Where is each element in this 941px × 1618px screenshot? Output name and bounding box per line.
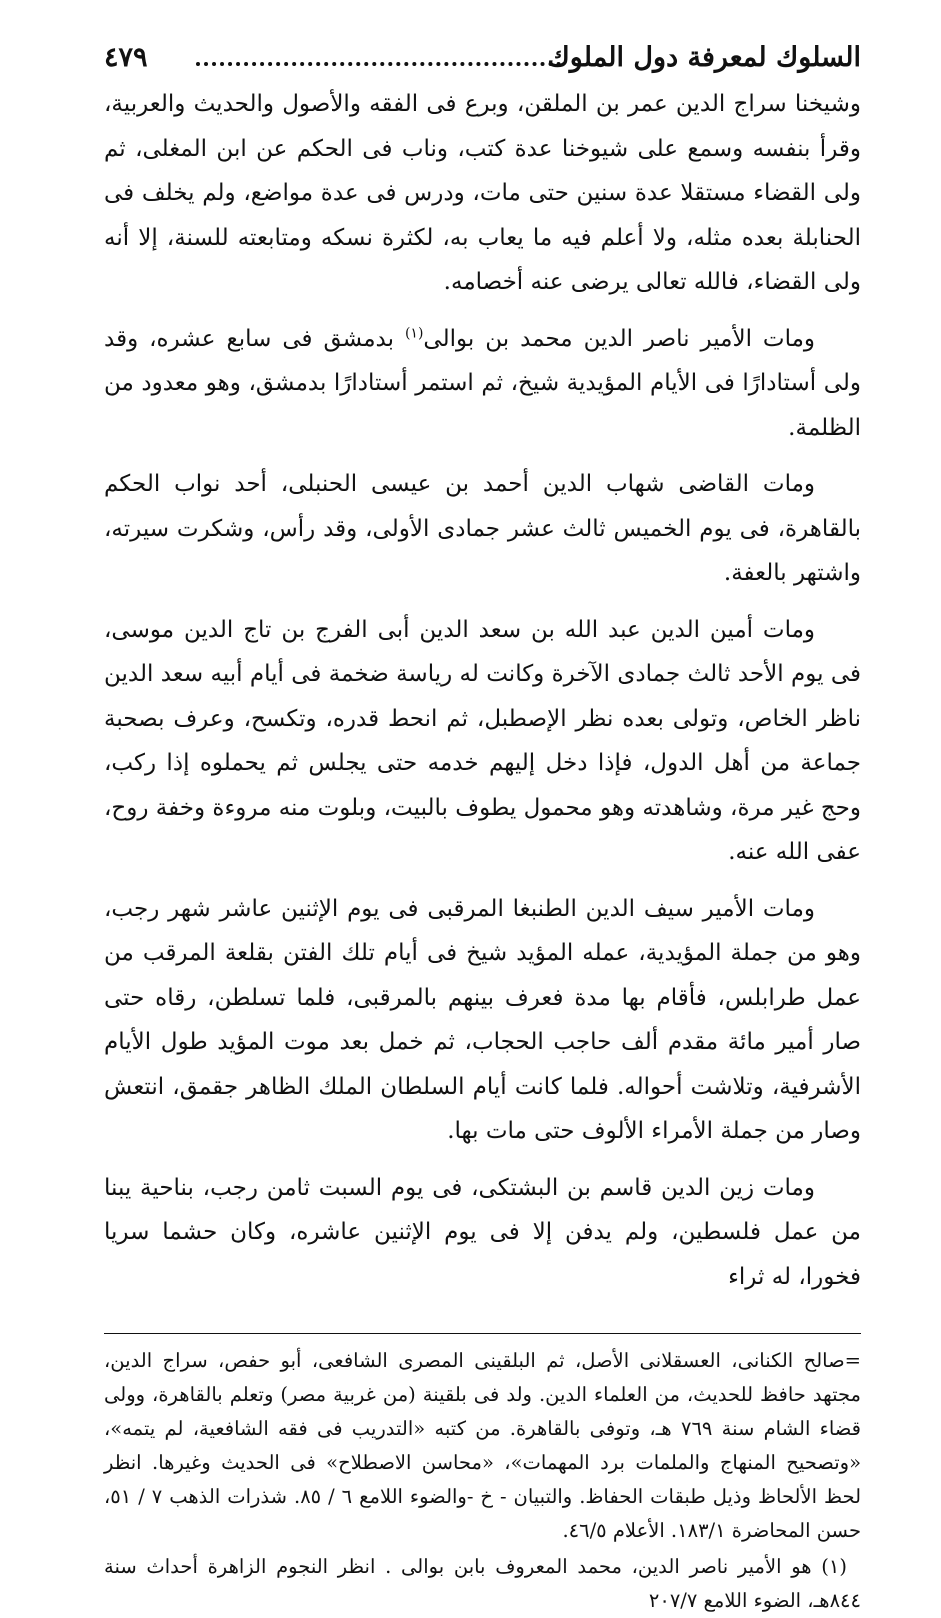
main-text (104, 82, 861, 1299)
paragraph-amir-nasir-start: ومات الأمير ناصر الدين محمد بن بوالى (423, 325, 816, 352)
leader-dots (196, 48, 561, 66)
page-header (104, 38, 861, 82)
footnote-continuation: =صالح الكنانى، العسقلانى الأصل، ثم البلقينى المصرى الشافعى، أبو حفص، سراج الدين، مجتهد حافظ للحديث، من العلماء الدين. ولد فى بلقينة (من غربية مصر) وتعلم بالقاهرة، وولى قضاء الشام سنة ٧٦٩ هـ، وتوفى بالقاهرة. من كتبه «التدريب فى فقه الشافعية، لم يتمه»، «وتصحيح المنهاج والملمات برد المهمات»، «محاسن الاصطلاح» فى الحديث وغيرها. انظر لحظ الألحاظ وذيل طبقات الحفاظ. والتبيان - خ -والضوء اللامع ٦ / ٨٥. شذرات الذهب ٧ / ٥١، حسن المحاضرة ١٨٣/١. الأعلام ٤٦/٥. (104, 1349, 862, 1542)
footnote-marker-1: (١) (404, 324, 424, 341)
running-title: السلوك لمعرفة دول الملوك (547, 42, 861, 73)
paragraph-sayf: ومات الأمير سيف الدين الطنبغا المرقبى فى يوم الإثنين عاشر شهر رجب، وهو من جملة المؤيدية، عمله المؤيد شيخ فى أيام تلك الفتن بقلعة المرقب من عمل طرابلس، فأقام بها مدة فعرف بينهم بالمرقبى، فلما تسلطن، رقاه حتى صار أمير مائة مقدم ألف حاجب الحجاب، ثم خمل بعد موت المؤيد طول الأيام الأشرفية، وتلاشت أحواله. فلما كانت أيام السلطان الملك الظاهر جقمق، انتعش وصار من جملة الأمراء الألوف حتى مات بها. (104, 895, 861, 1144)
paragraph-shaykh: وشيخنا سراج الدين عمر بن الملقن، وبرع فى الفقه والأصول والحديث والعربية، وقرأ بنفسه وسمع على شيوخنا عدة كتب، وناب فى الحكم عن ابن المغلى، ثم ولى القضاء مستقلا عدة سنين حتى مات، ودرس فى عدة مواضع، ولم يخلف فى الحنابلة بعده مثله، ولا أعلم فيه ما يعاب به، لكثرة نسكه ومتابعته للسنة، إلا أنه ولى القضاء، فالله تعالى يرضى عنه أخصامه. (104, 91, 861, 295)
paragraph-amin: ومات أمين الدين عبد الله بن سعد الدين أبى الفرج بن تاج الدين موسى، فى يوم الأحد ثالث جمادى الآخرة وكانت له رياسة ضخمة فى أيام أبيه سعد الدين ناظر الخاص، وتولى بعده نظر الإصطبل، ثم انحط قدره، وتكسح، وعرف بصحبة جماعة من أهل الدول، فإذا دخل إليهم خدمه حتى يجلس ثم يحملوه إذا ركب، وحج غير مرة، وشاهدته وهو محمول يطوف بالبيت، وبلوت منه مروءة وخفة روح، عفى الله عنه. (104, 616, 861, 865)
paragraph-amir-nasir (104, 317, 861, 451)
page-number: ٤٧٩ (104, 42, 148, 73)
paragraph-shihab: ومات القاضى شهاب الدين أحمد بن عيسى الحنبلى، أحد نواب الحكم بالقاهرة، فى يوم الخميس ثالث عشر جمادى الأولى، وقد رأس، وشكرت سيرته، واشتهر بالعفة. (104, 471, 861, 586)
paragraph-amir-nasir-end: بدمشق فى سابع عشره، وقد ولى أستادارًا فى الأيام المؤيدية شيخ، ثم استمر أستادارًا بدمشق، وهو معدود من الظلمة. (104, 325, 861, 441)
paragraph-zayn: ومات زين الدين قاسم بن البشتكى، فى يوم السبت ثامن رجب، بناحية يبنا من عمل فلسطين، ولم يدفن إلا فى يوم الإثنين عاشره، وكان حشما سريا فخورا، له ثراء (104, 1174, 861, 1290)
footnotes (104, 1344, 861, 1618)
footnote-1: (١) هو الأمير ناصر الدين، محمد المعروف بابن بوالى . انظر النجوم الزاهرة أحداث سنة ٨٤٤هـ، الضوء اللامع ٢٠٧/٧ (104, 1555, 861, 1612)
footnote-divider (104, 1333, 861, 1334)
